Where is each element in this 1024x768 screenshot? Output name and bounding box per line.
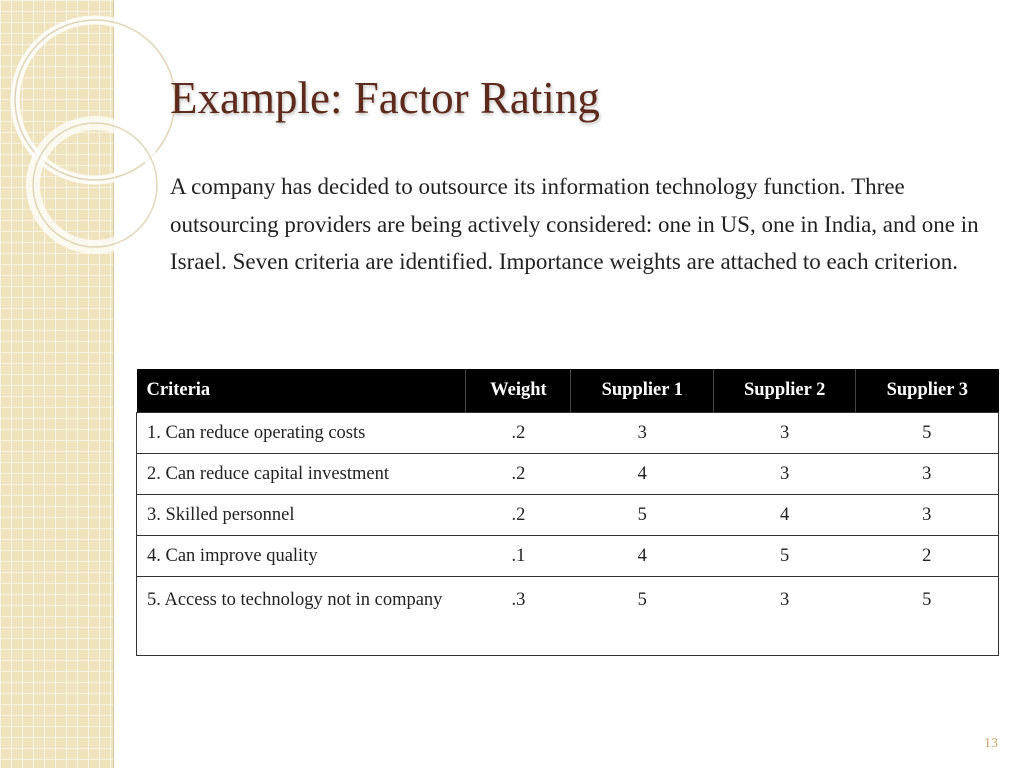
weight-cell: .1	[466, 536, 571, 577]
criteria-cell: 4. Can improve quality	[137, 536, 466, 577]
supplier-1-cell: 4	[571, 536, 714, 577]
slide-description: A company has decided to outsource its information technology function. Three outsourcing providers are being actively considered: one in US, one in India, and one in Israel. Seven criteria are identified. Importance weights are attached to each criterion.	[170, 174, 979, 274]
supplier-2-cell: 3	[714, 413, 856, 454]
supplier-3-cell: 3	[856, 495, 999, 536]
supplier-1-cell: 5	[571, 577, 714, 656]
weight-cell: .2	[466, 413, 571, 454]
supplier-2-cell: 3	[714, 454, 856, 495]
slide-title: Example: Factor Rating	[170, 73, 600, 123]
supplier-2-cell: 3	[714, 577, 856, 656]
supplier-1-cell: 5	[571, 495, 714, 536]
table-row	[137, 495, 999, 536]
table-header-row	[137, 369, 999, 413]
supplier-1-cell: 4	[571, 454, 714, 495]
criteria-cell: 2. Can reduce capital investment	[137, 454, 466, 495]
page-number: 13	[984, 736, 998, 751]
supplier-3-cell: 5	[856, 577, 999, 656]
header-weight: Weight	[466, 369, 571, 413]
supplier-3-cell: 2	[856, 536, 999, 577]
criteria-cell: 3. Skilled personnel	[137, 495, 466, 536]
table-row	[137, 577, 999, 656]
supplier-2-cell: 4	[714, 495, 856, 536]
table-row	[137, 536, 999, 577]
weight-cell: .2	[466, 454, 571, 495]
table-row	[137, 454, 999, 495]
header-criteria: Criteria	[137, 369, 466, 413]
header-supplier-3: Supplier 3	[856, 369, 999, 413]
factor-rating-table	[136, 369, 999, 656]
supplier-1-cell: 3	[571, 413, 714, 454]
weight-cell: .3	[466, 577, 571, 656]
supplier-3-cell: 3	[856, 454, 999, 495]
supplier-3-cell: 5	[856, 413, 999, 454]
supplier-2-cell: 5	[714, 536, 856, 577]
weight-cell: .2	[466, 495, 571, 536]
criteria-cell: 5. Access to technology not in company	[137, 577, 466, 656]
table-row	[137, 413, 999, 454]
header-supplier-2: Supplier 2	[714, 369, 856, 413]
criteria-cell: 1. Can reduce operating costs	[137, 413, 466, 454]
header-supplier-1: Supplier 1	[571, 369, 714, 413]
